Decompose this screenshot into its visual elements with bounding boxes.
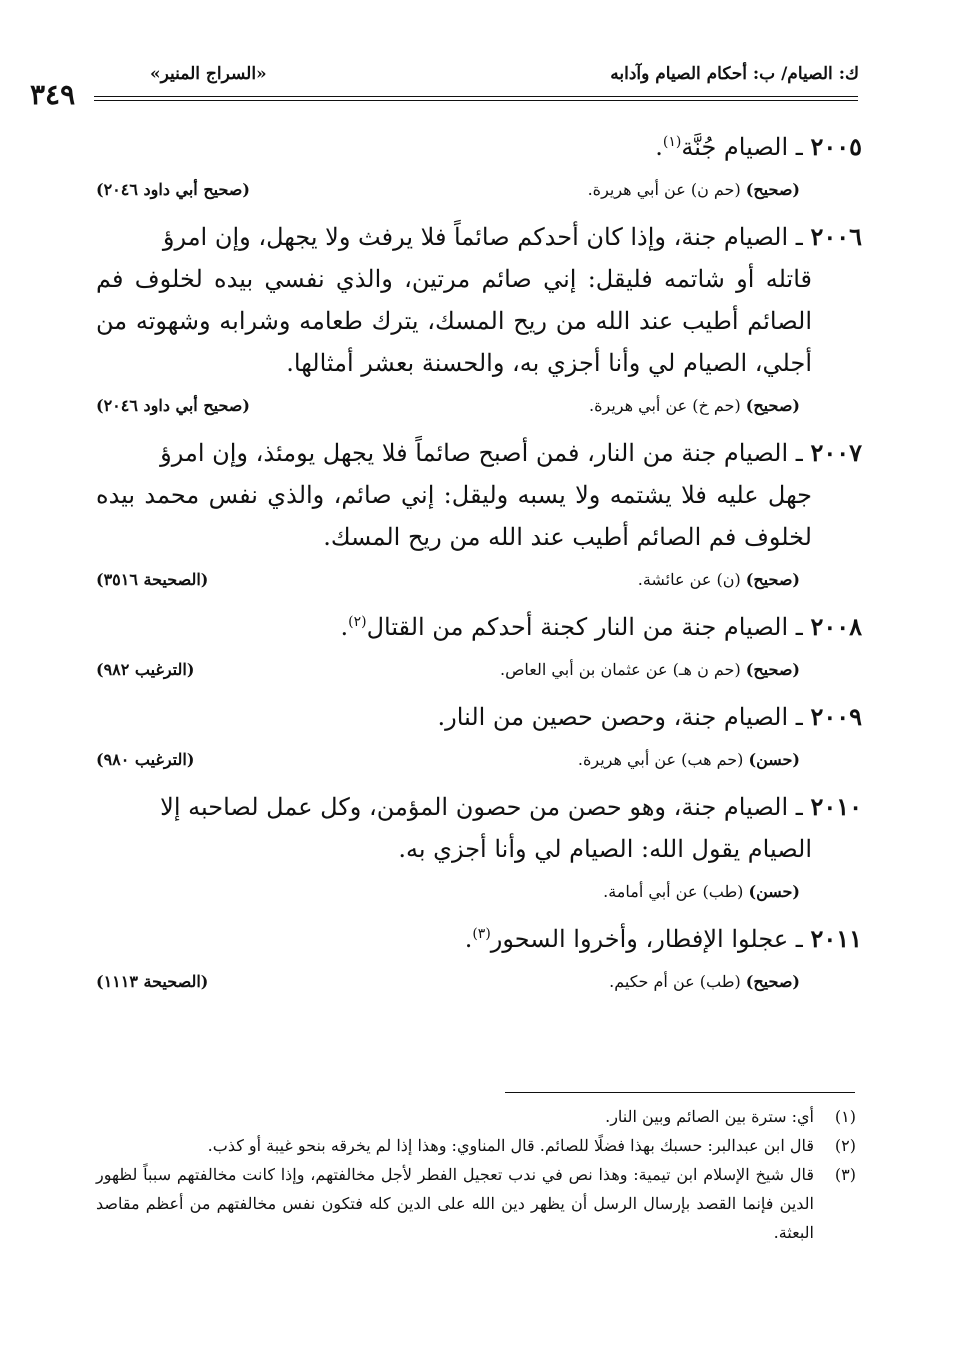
- grade-attribution: [638, 570, 800, 589]
- hadith-text: الصيام جُنَّة: [681, 133, 789, 161]
- footnote-mark: (٢): [834, 1136, 856, 1155]
- header-rule-double: [94, 100, 858, 101]
- hadith-dash: ـ: [788, 223, 811, 251]
- footnote: [96, 1102, 860, 1131]
- hadith-reference: (الترغيب ٩٨٢): [96, 660, 195, 679]
- hadith-text: الصيام جنة، وحصن حصين من النار.: [437, 703, 789, 731]
- grade-attribution: [589, 396, 800, 415]
- hadith-grade: (صحيح): [745, 396, 800, 415]
- hadith-grade: (صحيح): [745, 570, 800, 589]
- hadith-attribution: (طب) عن أبي أمامة.: [603, 882, 744, 901]
- header-rule: [94, 96, 858, 97]
- footnote-text: قال شيخ الإسلام ابن تيمية: وهذا نص في ندب تعجيل الفطر لأجل مخالفتهم، وإذا كانت مخالفتهم سبباً لظهور الدين فإنما القصد بإرسال الرسل أن يظهر دين الله على الدين كله فتكون نفس مخالفتهم من أعظم مقاصد البعثة.: [96, 1165, 814, 1242]
- hadith-reference: (الصحيحة ٣٥١٦): [96, 570, 209, 589]
- hadith-source: [96, 656, 862, 688]
- page-number: ٣٤٩: [30, 78, 76, 111]
- hadith-list: [96, 126, 862, 1008]
- hadith-punct: .: [340, 613, 349, 641]
- hadith-continuation: قاتله أو شاتمه فليقل: إني صائم مرتين، والذي نفسي بيده لخلوف فم الصائم أطيب عند الله من ريح المسك، يترك طعامه وشرابه وشهوته من أجلي، الصيام لي وأنا أجزي به، والحسنة بعشر أمثالها.: [96, 265, 813, 377]
- hadith-entry: [96, 918, 862, 960]
- footnote: [96, 1131, 860, 1160]
- footnote-ref[interactable]: (١): [662, 134, 682, 150]
- hadith-number: ٢٠١٠: [810, 792, 862, 821]
- hadith-source: [96, 746, 862, 778]
- hadith-reference: (صحيح أبي داود ٢٠٤٦): [96, 180, 250, 199]
- hadith-punct: .: [655, 133, 663, 161]
- hadith-dash: ـ: [788, 439, 811, 467]
- hadith-grade: (صحيح): [745, 180, 800, 199]
- hadith-continuation: الصيام يقول الله: الصيام لي وأنا أجزي به.: [398, 835, 812, 863]
- hadith-source: [96, 392, 862, 424]
- hadith-grade: (صحيح): [745, 972, 800, 991]
- hadith-attribution: (حم ن هـ) عن عثمان بن أبي العاص.: [500, 660, 741, 679]
- hadith-number: ٢٠٠٨: [810, 612, 862, 641]
- hadith-number: ٢٠٠٩: [810, 702, 862, 731]
- hadith-dash: ـ: [788, 133, 811, 161]
- hadith-number: ٢٠٠٦: [810, 222, 862, 251]
- hadith-attribution: (ن) عن عائشة.: [637, 570, 741, 589]
- hadith-text: الصيام جنة من النار، فمن أصبح صائماً فلا يجهل يومئذ، وإن امرؤ: [160, 439, 789, 467]
- hadith-text: الصيام جنة من النار كجنة أحدكم من القتال: [366, 613, 789, 641]
- hadith-source: [96, 878, 862, 910]
- hadith-text: الصيام جنة، وإذا كان أحدكم صائماً فلا يرفث ولا يجهل، وإن امرؤ: [162, 223, 789, 251]
- hadith-entry: [96, 696, 862, 738]
- hadith-dash: ـ: [788, 925, 811, 953]
- grade-attribution: [603, 882, 800, 901]
- footnote-separator: [505, 1092, 855, 1093]
- hadith-dash: ـ: [788, 613, 811, 641]
- hadith-number: ٢٠١١: [810, 924, 862, 953]
- grade-attribution: [588, 180, 800, 199]
- hadith-attribution: (حم ن) عن أبي هريرة.: [587, 180, 741, 199]
- footnote-mark: (١): [834, 1107, 856, 1126]
- hadith-entry: [96, 606, 862, 648]
- hadith-grade: (حسن): [748, 882, 800, 901]
- hadith-source: [96, 176, 862, 208]
- hadith-source: [96, 566, 862, 598]
- hadith-entry: [96, 126, 862, 168]
- hadith-reference: (صحيح أبي داود ٢٠٤٦): [96, 396, 250, 415]
- hadith-grade: (حسن): [748, 750, 800, 769]
- hadith-attribution: (طب) عن أم حكيم.: [609, 972, 741, 991]
- hadith-dash: ـ: [788, 793, 811, 821]
- grade-attribution: [500, 660, 800, 679]
- hadith-punct: .: [464, 925, 473, 953]
- hadith-source: [96, 968, 862, 1000]
- hadith-entry: [96, 432, 862, 558]
- footnote-text: قال ابن عبدالبر: حسبك بهذا فضلًا للصائم. قال المناوي: وهذا إذا لم يخرقه بنحو غيبة أو كذب.: [207, 1136, 814, 1155]
- footnote-ref[interactable]: (٢): [348, 614, 367, 630]
- hadith-reference: (الترغيب ٩٨٠): [96, 750, 195, 769]
- grade-attribution: [609, 972, 800, 991]
- grade-attribution: [578, 750, 800, 769]
- hadith-entry: [96, 216, 862, 384]
- hadith-text: الصيام جنة، وهو حصن من حصون المؤمن، وكل عمل لصاحبه إلا: [160, 793, 789, 821]
- chapter-header: ك: الصيام/ ب: أحكام الصيام وآدابه: [610, 64, 859, 84]
- hadith-attribution: (حم خ) عن أبي هريرة.: [589, 396, 741, 415]
- hadith-number: ٢٠٠٧: [810, 438, 862, 467]
- hadith-attribution: (حم هب) عن أبي هريرة.: [577, 750, 744, 769]
- hadith-entry: [96, 786, 862, 870]
- footnote-mark: (٣): [834, 1165, 856, 1184]
- footnote-text: أي: سترة بين الصائم وبين النار.: [605, 1107, 814, 1126]
- hadith-grade: (صحيح): [745, 660, 800, 679]
- hadith-number: ٢٠٠٥: [810, 132, 862, 161]
- hadith-dash: ـ: [788, 703, 811, 731]
- footnote-ref[interactable]: (٣): [472, 926, 491, 942]
- hadith-text: عجلوا الإفطار، وأخروا السحور: [490, 925, 789, 953]
- hadith-continuation: جهل عليه فلا يشتمه ولا يسبه وليقل: إني صائم، والذي نفس محمد بيده لخلوف فم الصائم أطيب عند الله من ريح المسك.: [96, 481, 812, 551]
- footnotes-section: [96, 1102, 860, 1247]
- hadith-reference: (الصحيحة ١١١٣): [96, 972, 209, 991]
- footnote: [96, 1160, 860, 1247]
- book-title-header: «السراج المنير»: [150, 64, 267, 84]
